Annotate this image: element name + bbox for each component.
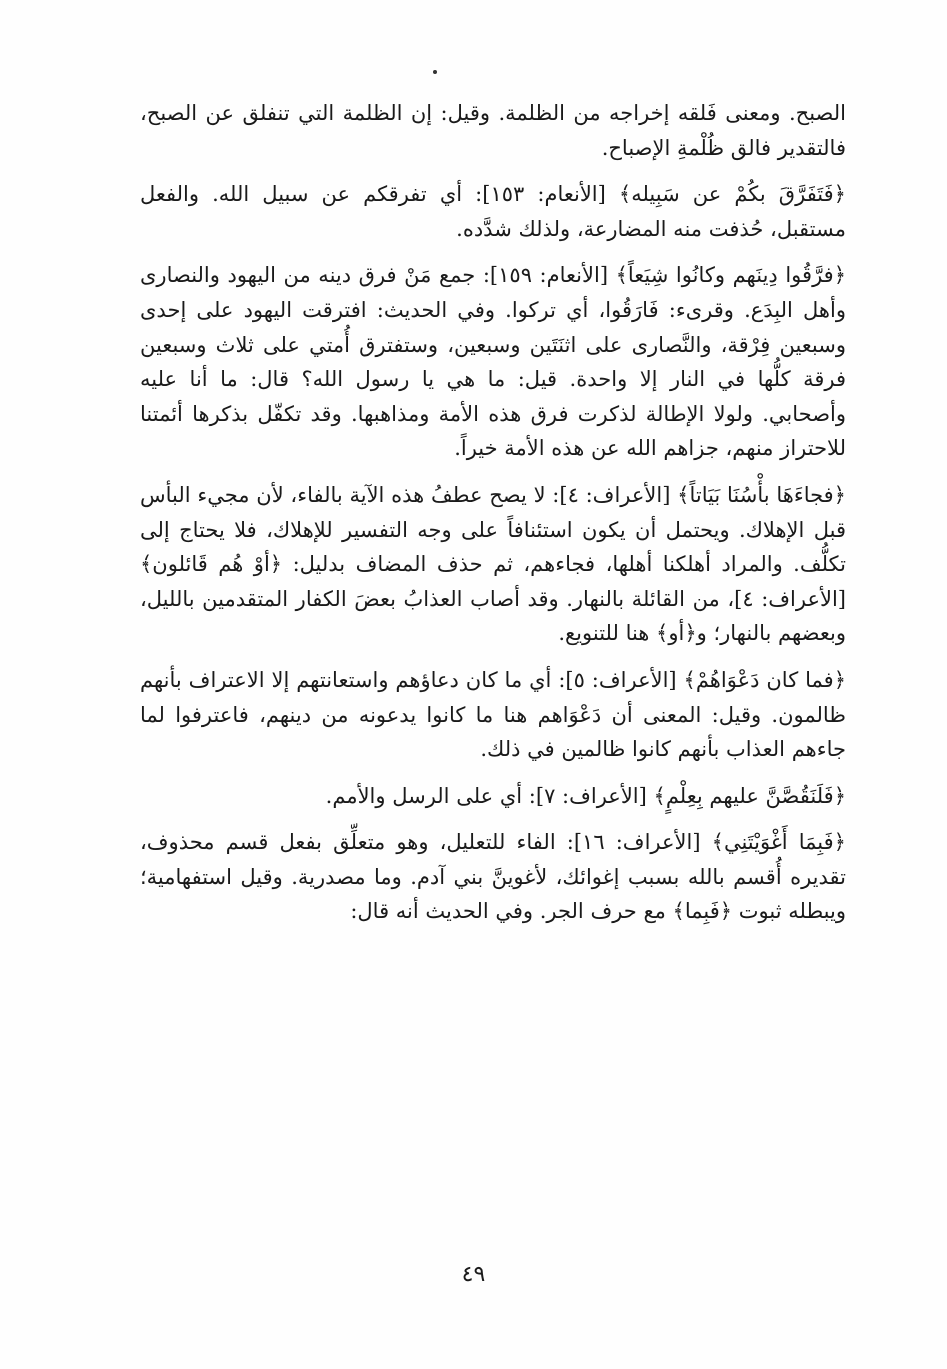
paragraph-6: ﴿فَلَنَقُصَّنَّ عليهم بِعِلْمٍ﴾ [الأعراف: ٧]: أي على الرسل والأمم. [325, 783, 846, 808]
paragraph-5: ﴿فما كان دَعْوَاهُمْ﴾ [الأعراف: ٥]: أي ما كان دعاؤهم واستعانتهم إلا الاعتراف بأنهم ظالمون. وقيل: المعنى أن دَعْوَاهم هنا ما كانوا يدعونه من دينهم، فاعترفوا لما جاءهم العذاب بأنهم كانوا ظالمين في ذلك. [140, 667, 847, 762]
paragraph-7: ﴿فَبِمَا أَغْوَيْتَنِي﴾ [الأعراف: ١٦]: الفاء للتعليل، وهو متعلِّق بفعل قسم محذوف، تقديره أُقسم بالله بسبب إغوائك، لأغوينَّ بني آدم. وما مصدرية. وقيل استفهامية؛ ويبطله ثبوت ﴿فَبِما﴾ مع حرف الجر. وفي الحديث أنه قال: [140, 830, 846, 924]
page-number: ٤٩ [461, 1262, 486, 1287]
paragraph-4: ﴿فجاءَهَا بأْسُنَا بَيَاتاً﴾ [الأعراف: ٤]: لا يصح عطفُ هذه الآية بالفاء، لأن مجيء البأس قبل الإهلاك. ويحتمل أن يكون استئنافاً على وجه التفسير للإهلاك، فلا يحتاج إلى تكلُّف. والمراد أهلكنا أهلها، فجاءهم، ثم حذف المضاف بدليل: ﴿أوْ هُم قَائلون﴾ [الأعراف: ٤]، من القائلة بالنهار. وقد أصاب العذابُ بعضَ الكفار المتقدمين بالليل، وبعضهم بالنهار؛ و﴿أو﴾ هنا للتنويع. [140, 482, 846, 646]
paragraph-1: الصبح. ومعنى فَلقه إخراجه من الظلمة. وقيل: إن الظلمة التي تنفلق عن الصبح، فالتقدير فالق ظُلْمةِ الإصباح. [140, 101, 846, 160]
paragraph-2: ﴿فَتَفَرَّقَ بكُمْ عن سَبِيله﴾ [الأنعام: ١٥٣]: أي تفرقكم عن سبيل الله. والفعل مستقبل، حُذفت منه المضارعة، ولذلك شدَّده. [140, 182, 846, 241]
paragraph-3: ﴿فرَّقُوا دِينَهم وكانُوا شِيَعاً﴾ [الأنعام: ١٥٩]: جمع مَنْ فرق دينه من اليهود والنصارى وأهل البِدَع. وقرىء: فَارَقُوا، أي تركوا. وفي الحديث: افترقت اليهود على إحدى وسبعين فِرْقة، والنَّصارى على اثنَتَين وسبعين، وستفترق أُمتي على ثلاث وسبعين فرقة كلُّها في النار إلا واحدة. قيل: ما هي يا رسول الله؟ قال: ما أنا عليه وأصحابي. ولولا الإطالة لذكرت فرق هذه الأمة ومذاهبها. وقد تكفّل بذكرها أئمتنا للاحتراز منهم، جزاهم الله عن هذه الأمة خيراً. [140, 263, 846, 461]
body-text [140, 96, 846, 941]
top-dot-mark [433, 70, 437, 74]
